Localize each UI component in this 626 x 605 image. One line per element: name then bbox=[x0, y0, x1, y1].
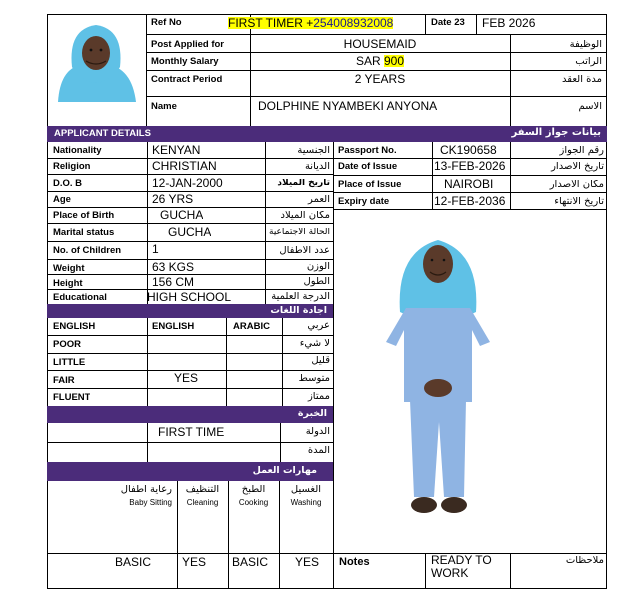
contract-value: 2 YEARS bbox=[354, 73, 406, 85]
contract-label: Contract Period bbox=[151, 75, 223, 85]
issue-place-ar: مكان الاصدار bbox=[549, 180, 604, 190]
experience-bar bbox=[47, 406, 333, 423]
dob-ar: تاريخ الميلاد bbox=[277, 179, 330, 188]
experience-country-ar: الدولة bbox=[305, 427, 330, 437]
contract-ar: مدة العقد bbox=[562, 75, 602, 85]
skill-babysitting-ar: رعاية اطفال bbox=[120, 485, 172, 495]
marital-status-label: Marital status bbox=[53, 228, 115, 238]
applicant-details-title: APPLICANT DETAILS bbox=[54, 128, 151, 139]
skill-washing-ar: الغسيل bbox=[290, 485, 322, 495]
dob-label: D.O. B bbox=[53, 179, 83, 189]
salary-value bbox=[250, 55, 510, 67]
lang-head-english-2: ENGLISH bbox=[152, 322, 195, 332]
post-ar: الوظيفة bbox=[569, 40, 602, 50]
education-ar: الدرجة العلمية bbox=[271, 292, 330, 302]
level-fair-ar: متوسط bbox=[298, 374, 330, 384]
passport-no-value: CK190658 bbox=[440, 144, 497, 156]
level-little-label: LITTLE bbox=[53, 358, 86, 368]
expiry-value: 12-FEB-2036 bbox=[434, 195, 506, 207]
name-value: DOLPHINE NYAMBEKI ANYONA bbox=[258, 100, 438, 112]
issue-date-label: Date of Issue bbox=[338, 162, 398, 172]
height-ar: الطول bbox=[303, 277, 330, 287]
lang-head-arabic: ARABIC bbox=[233, 322, 270, 332]
level-fair-english: YES bbox=[174, 372, 199, 384]
skill-cleaning-ar: التنظيف bbox=[185, 485, 220, 495]
issue-date-ar: تاريخ الاصدار bbox=[551, 162, 604, 172]
ref-value bbox=[228, 17, 393, 29]
experience-title: الخبرة bbox=[297, 408, 327, 419]
lang-head-arabic-ar: عربي bbox=[307, 321, 330, 331]
weight-value: 63 KGS bbox=[152, 261, 195, 273]
name-label: Name bbox=[151, 102, 177, 112]
dob-value: 12-JAN-2000 bbox=[152, 177, 223, 189]
skill-washing-en: Washing bbox=[290, 499, 322, 507]
languages-bar bbox=[47, 304, 333, 318]
level-little-ar: قليل bbox=[311, 356, 330, 366]
children-ar: عدد الاطفال bbox=[279, 246, 330, 256]
salary-ar: الراتب bbox=[575, 57, 602, 67]
skill-babysitting-value: BASIC bbox=[115, 556, 152, 568]
notes-value: READY TO WORK bbox=[431, 553, 492, 580]
level-poor-ar: لا شيء bbox=[299, 339, 330, 349]
place-of-birth-label: Place of Birth bbox=[53, 211, 115, 221]
ref-prefix: FIRST TIMER + bbox=[228, 17, 314, 29]
level-fluent-ar: ممتاز bbox=[307, 392, 330, 402]
date-value: FEB 2026 bbox=[482, 17, 536, 29]
headshot-photo bbox=[48, 15, 143, 102]
languages-title: اجادة اللغات bbox=[270, 305, 327, 316]
expiry-label: Expiry date bbox=[338, 197, 390, 207]
experience-country-value: FIRST TIME bbox=[158, 426, 225, 438]
nationality-value: KENYAN bbox=[152, 144, 201, 156]
name-ar: الاسم bbox=[578, 102, 602, 112]
skill-cleaning-value: YES bbox=[182, 556, 207, 568]
height-value: 156 CM bbox=[152, 276, 195, 288]
age-label: Age bbox=[53, 195, 71, 205]
lang-head-english: ENGLISH bbox=[53, 322, 96, 332]
level-fluent-label: FLUENT bbox=[53, 393, 91, 403]
post-value: HOUSEMAID bbox=[343, 38, 417, 50]
place-of-birth-value: GUCHA bbox=[160, 209, 204, 221]
nationality-ar: الجنسية bbox=[297, 146, 330, 156]
applicant-details-bar bbox=[47, 126, 607, 142]
weight-ar: الوزن bbox=[306, 262, 330, 272]
skill-babysitting-en: Baby Sitting bbox=[129, 499, 172, 507]
marital-status-value: GUCHA bbox=[168, 226, 212, 238]
issue-place-value: NAIROBI bbox=[444, 178, 494, 190]
age-value: 26 YRS bbox=[152, 193, 194, 205]
full-body-photo bbox=[378, 212, 498, 527]
education-label: Educational bbox=[53, 293, 107, 303]
notes-ar: ملاحظات bbox=[565, 556, 604, 566]
skill-cleaning-en: Cleaning bbox=[186, 499, 219, 507]
post-label: Post Applied for bbox=[151, 40, 225, 50]
salary-label: Monthly Salary bbox=[151, 57, 219, 67]
height-label: Height bbox=[53, 279, 83, 289]
place-of-birth-ar: مكان الميلاد bbox=[280, 211, 330, 221]
skill-cooking-en: Cooking bbox=[238, 499, 269, 507]
marital-status-ar: الحالة الاجتماعية bbox=[269, 228, 330, 237]
children-value: 1 bbox=[152, 243, 159, 255]
level-fair-label: FAIR bbox=[53, 376, 75, 386]
issue-place-label: Place of Issue bbox=[338, 180, 402, 190]
skill-washing-value: YES bbox=[295, 556, 320, 568]
children-label: No. of Children bbox=[53, 246, 122, 256]
religion-value: CHRISTIAN bbox=[152, 160, 217, 172]
skill-cooking-value: BASIC bbox=[232, 556, 269, 568]
passport-no-ar: رقم الجواز bbox=[559, 146, 604, 156]
passport-details-title: بيانات جواز السفر bbox=[511, 127, 601, 138]
experience-period-ar: المدة bbox=[307, 446, 330, 456]
salary-currency: SAR bbox=[355, 55, 384, 67]
religion-ar: الديانة bbox=[304, 162, 330, 172]
issue-date-value: 13-FEB-2026 bbox=[434, 160, 506, 172]
skills-bar bbox=[47, 462, 333, 481]
religion-label: Religion bbox=[53, 162, 91, 172]
skills-title: مهارات العمل bbox=[252, 465, 317, 476]
age-ar: العمر bbox=[308, 195, 330, 205]
ref-label: Ref No bbox=[151, 18, 182, 28]
date-label: Date 23 bbox=[431, 18, 465, 28]
ref-number: 254008932008 bbox=[313, 17, 394, 29]
passport-no-label: Passport No. bbox=[338, 146, 397, 156]
nationality-label: Nationality bbox=[53, 146, 102, 156]
education-value: HIGH SCHOOL bbox=[147, 291, 232, 303]
level-poor-label: POOR bbox=[53, 340, 81, 350]
expiry-ar: تاريخ الانتهاء bbox=[554, 197, 604, 207]
notes-label: Notes bbox=[339, 557, 370, 568]
salary-amount: 900 bbox=[383, 55, 405, 67]
skill-cooking-ar: الطبخ bbox=[241, 485, 266, 495]
weight-label: Weight bbox=[53, 264, 85, 274]
